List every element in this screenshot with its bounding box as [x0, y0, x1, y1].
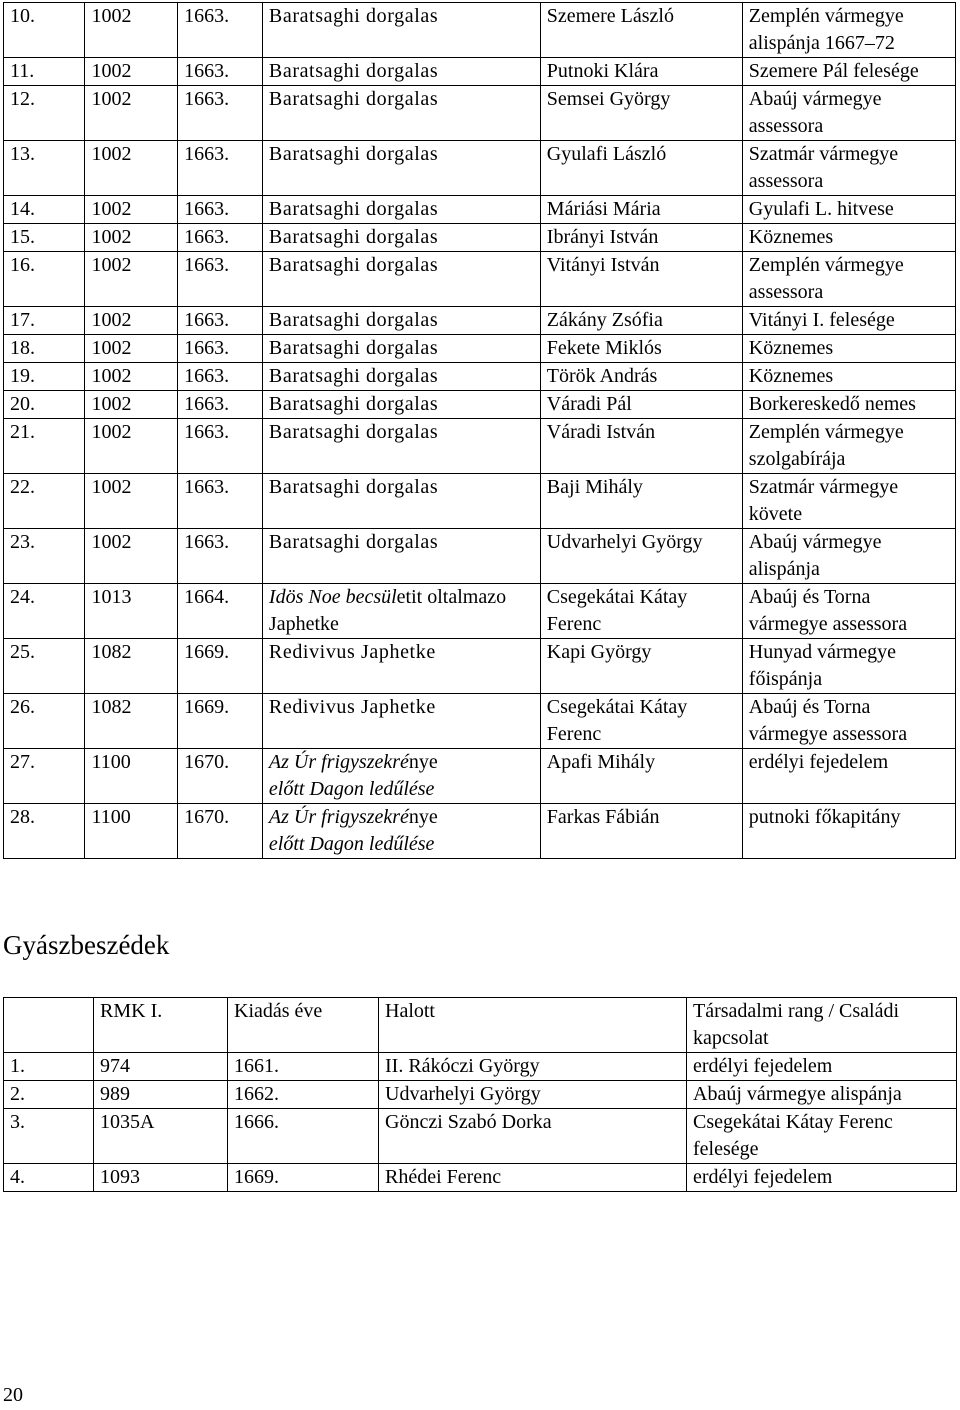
- deceased-name: Rhédei Ferenc: [379, 1164, 687, 1192]
- work-title: Redivivus Japhetke: [262, 694, 540, 749]
- work-title-italic-2: előtt Dagon ledűlése: [268, 778, 435, 800]
- deceased-name: Gönczi Szabó Dorka: [379, 1109, 687, 1164]
- header-year: Kiadás éve: [228, 998, 379, 1053]
- person-name: Fekete Miklós: [540, 335, 742, 363]
- publication-year: 1663.: [178, 419, 263, 474]
- work-title: Baratsaghi dorgalas: [262, 86, 540, 141]
- deceased-name: Udvarhelyi György: [379, 1081, 687, 1109]
- person-name: Apafi Mihály: [540, 749, 742, 804]
- social-rank: Csegekátai Kátay Ferenc felesége: [687, 1109, 957, 1164]
- row-number: 3.: [4, 1109, 94, 1164]
- publication-year: 1663.: [178, 224, 263, 252]
- publication-year: 1669.: [178, 639, 263, 694]
- person-name: Csegekátai Kátay Ferenc: [540, 584, 742, 639]
- rmk-number: 1002: [85, 224, 178, 252]
- table-row: [4, 86, 956, 141]
- row-number: 25.: [4, 639, 85, 694]
- header-dead: Halott: [379, 998, 687, 1053]
- publication-year: 1663.: [178, 86, 263, 141]
- work-title: Baratsaghi dorgalas: [262, 529, 540, 584]
- row-number: 23.: [4, 529, 85, 584]
- rmk-number: 1002: [85, 335, 178, 363]
- row-number: 1.: [4, 1053, 94, 1081]
- social-role: Köznemes: [742, 363, 955, 391]
- social-role: Borkereskedő nemes: [742, 391, 955, 419]
- table-row: [4, 1109, 957, 1164]
- funeral-sermons-body: [4, 1053, 957, 1192]
- table-row: [4, 391, 956, 419]
- work-title: Baratsaghi dorgalas: [262, 252, 540, 307]
- row-number: 26.: [4, 694, 85, 749]
- work-title: Baratsaghi dorgalas: [262, 335, 540, 363]
- row-number: 4.: [4, 1164, 94, 1192]
- row-number: 12.: [4, 86, 85, 141]
- table-row: [4, 1164, 957, 1192]
- publication-year: 1663.: [178, 529, 263, 584]
- row-number: 28.: [4, 804, 85, 859]
- work-title-italic: Idös Noe becsül: [268, 586, 397, 608]
- person-name: Kapi György: [540, 639, 742, 694]
- social-rank: Abaúj vármegye alispánja: [687, 1081, 957, 1109]
- rmk-number: 989: [94, 1081, 228, 1109]
- rmk-number: 1002: [85, 363, 178, 391]
- publication-year: 1663.: [178, 196, 263, 224]
- person-name: Vitányi István: [540, 252, 742, 307]
- table-row: [4, 141, 956, 196]
- table-row: [4, 3, 956, 58]
- table-row: [4, 363, 956, 391]
- table-row: [4, 639, 956, 694]
- header-row: [4, 998, 957, 1053]
- social-role: Zemplén vármegye szolgabírája: [742, 419, 955, 474]
- person-name: Zákány Zsófia: [540, 307, 742, 335]
- social-role: Vitányi I. felesége: [742, 307, 955, 335]
- person-name: Török András: [540, 363, 742, 391]
- work-title-upright: etit oltalmazo Japhetke: [268, 586, 507, 635]
- row-number: 18.: [4, 335, 85, 363]
- rmk-number: 1002: [85, 252, 178, 307]
- table-row: [4, 584, 956, 639]
- row-number: 19.: [4, 363, 85, 391]
- rmk-number: 1100: [85, 749, 178, 804]
- row-number: 16.: [4, 252, 85, 307]
- publication-year: 1663.: [178, 3, 263, 58]
- rmk-number: 1002: [85, 196, 178, 224]
- person-name: Ibrányi István: [540, 224, 742, 252]
- rmk-number: 1002: [85, 141, 178, 196]
- work-title-italic: Az Úr frigyszekré: [268, 751, 409, 773]
- row-number: 2.: [4, 1081, 94, 1109]
- person-name: Csegekátai Kátay Ferenc: [540, 694, 742, 749]
- work-title: Baratsaghi dorgalas: [262, 196, 540, 224]
- social-rank: erdélyi fejedelem: [687, 1164, 957, 1192]
- header-empty: [4, 998, 94, 1053]
- social-role: Szemere Pál felesége: [742, 58, 955, 86]
- social-role: erdélyi fejedelem: [742, 749, 955, 804]
- table-row: [4, 529, 956, 584]
- publication-year: 1669.: [178, 694, 263, 749]
- table-row: [4, 419, 956, 474]
- rmk-number: 1002: [85, 3, 178, 58]
- social-role: Szatmár vármegye követe: [742, 474, 955, 529]
- work-title: Baratsaghi dorgalas: [262, 58, 540, 86]
- publication-year: 1663.: [178, 58, 263, 86]
- person-name: Váradi István: [540, 419, 742, 474]
- table-row: [4, 694, 956, 749]
- deceased-name: II. Rákóczi György: [379, 1053, 687, 1081]
- header-rmk: RMK I.: [94, 998, 228, 1053]
- person-name: Putnoki Klára: [540, 58, 742, 86]
- funeral-sermons-table: [3, 997, 957, 1192]
- publication-year: 1663.: [178, 307, 263, 335]
- work-title-upright: nye: [408, 806, 438, 828]
- table-row: [4, 335, 956, 363]
- social-role: Abaúj vármegye alispánja: [742, 529, 955, 584]
- section-heading: Gyászbeszédek: [3, 930, 170, 960]
- person-name: Máriási Mária: [540, 196, 742, 224]
- publication-year: 1663.: [178, 474, 263, 529]
- publication-year: 1669.: [228, 1164, 379, 1192]
- publication-year: 1663.: [178, 391, 263, 419]
- row-number: 14.: [4, 196, 85, 224]
- social-role: putnoki főkapitány: [742, 804, 955, 859]
- work-title: Baratsaghi dorgalas: [262, 419, 540, 474]
- rmk-number: 1100: [85, 804, 178, 859]
- rmk-number: 1093: [94, 1164, 228, 1192]
- table-row: [4, 1081, 957, 1109]
- publication-year: 1666.: [228, 1109, 379, 1164]
- publication-year: 1664.: [178, 584, 263, 639]
- work-title: [262, 804, 540, 859]
- table-row: [4, 749, 956, 804]
- work-title: Baratsaghi dorgalas: [262, 307, 540, 335]
- table-row: [4, 474, 956, 529]
- row-number: 21.: [4, 419, 85, 474]
- social-role: Abaúj és Torna vármegye assessora: [742, 694, 955, 749]
- person-name: Baji Mihály: [540, 474, 742, 529]
- rmk-number: 1035A: [94, 1109, 228, 1164]
- work-title: Redivivus Japhetke: [262, 639, 540, 694]
- upper-table-body: [4, 3, 956, 859]
- work-title: Baratsaghi dorgalas: [262, 224, 540, 252]
- table-row: [4, 1053, 957, 1081]
- row-number: 24.: [4, 584, 85, 639]
- table-row: [4, 58, 956, 86]
- social-role: Zemplén vármegye assessora: [742, 252, 955, 307]
- row-number: 15.: [4, 224, 85, 252]
- publication-year: 1663.: [178, 363, 263, 391]
- row-number: 17.: [4, 307, 85, 335]
- work-title: [262, 749, 540, 804]
- header-rank: Társadalmi rang / Családi kapcsolat: [687, 998, 957, 1053]
- rmk-number: 1013: [85, 584, 178, 639]
- person-name: Farkas Fábián: [540, 804, 742, 859]
- row-number: 11.: [4, 58, 85, 86]
- row-number: 13.: [4, 141, 85, 196]
- person-name: Váradi Pál: [540, 391, 742, 419]
- publication-year: 1661.: [228, 1053, 379, 1081]
- row-number: 22.: [4, 474, 85, 529]
- work-title: Baratsaghi dorgalas: [262, 391, 540, 419]
- rmk-number: 1002: [85, 58, 178, 86]
- work-title: Baratsaghi dorgalas: [262, 363, 540, 391]
- person-name: Semsei György: [540, 86, 742, 141]
- publication-year: 1663.: [178, 252, 263, 307]
- social-role: Abaúj és Torna vármegye assessora: [742, 584, 955, 639]
- work-title: Baratsaghi dorgalas: [262, 141, 540, 196]
- rmk-number: 1002: [85, 529, 178, 584]
- publication-year: 1662.: [228, 1081, 379, 1109]
- page-number: 20: [3, 1384, 23, 1406]
- publication-year: 1670.: [178, 749, 263, 804]
- row-number: 27.: [4, 749, 85, 804]
- table-row: [4, 804, 956, 859]
- rmk-number: 1002: [85, 419, 178, 474]
- social-role: Szatmár vármegye assessora: [742, 141, 955, 196]
- rmk-number: 1002: [85, 86, 178, 141]
- work-title: Baratsaghi dorgalas: [262, 3, 540, 58]
- social-role: Gyulafi L. hitvese: [742, 196, 955, 224]
- social-role: Zemplén vármegye alispánja 1667–72: [742, 3, 955, 58]
- publication-year: 1663.: [178, 141, 263, 196]
- social-role: Köznemes: [742, 224, 955, 252]
- rmk-number: 1002: [85, 391, 178, 419]
- person-name: Gyulafi László: [540, 141, 742, 196]
- social-role: Köznemes: [742, 335, 955, 363]
- table-row: [4, 224, 956, 252]
- upper-table: [3, 2, 956, 859]
- work-title-italic-2: előtt Dagon ledűlése: [268, 833, 435, 855]
- rmk-number: 974: [94, 1053, 228, 1081]
- rmk-number: 1082: [85, 639, 178, 694]
- row-number: 10.: [4, 3, 85, 58]
- person-name: Udvarhelyi György: [540, 529, 742, 584]
- table-row: [4, 196, 956, 224]
- table-row: [4, 252, 956, 307]
- social-role: Hunyad vármegye főispánja: [742, 639, 955, 694]
- person-name: Szemere László: [540, 3, 742, 58]
- work-title: Baratsaghi dorgalas: [262, 474, 540, 529]
- rmk-number: 1002: [85, 474, 178, 529]
- work-title-upright: nye: [408, 751, 438, 773]
- social-role: Abaúj vármegye assessora: [742, 86, 955, 141]
- social-rank: erdélyi fejedelem: [687, 1053, 957, 1081]
- publication-year: 1663.: [178, 335, 263, 363]
- work-title-italic: Az Úr frigyszekré: [268, 806, 409, 828]
- rmk-number: 1082: [85, 694, 178, 749]
- publication-year: 1670.: [178, 804, 263, 859]
- row-number: 20.: [4, 391, 85, 419]
- table-row: [4, 307, 956, 335]
- rmk-number: 1002: [85, 307, 178, 335]
- work-title: [262, 584, 540, 639]
